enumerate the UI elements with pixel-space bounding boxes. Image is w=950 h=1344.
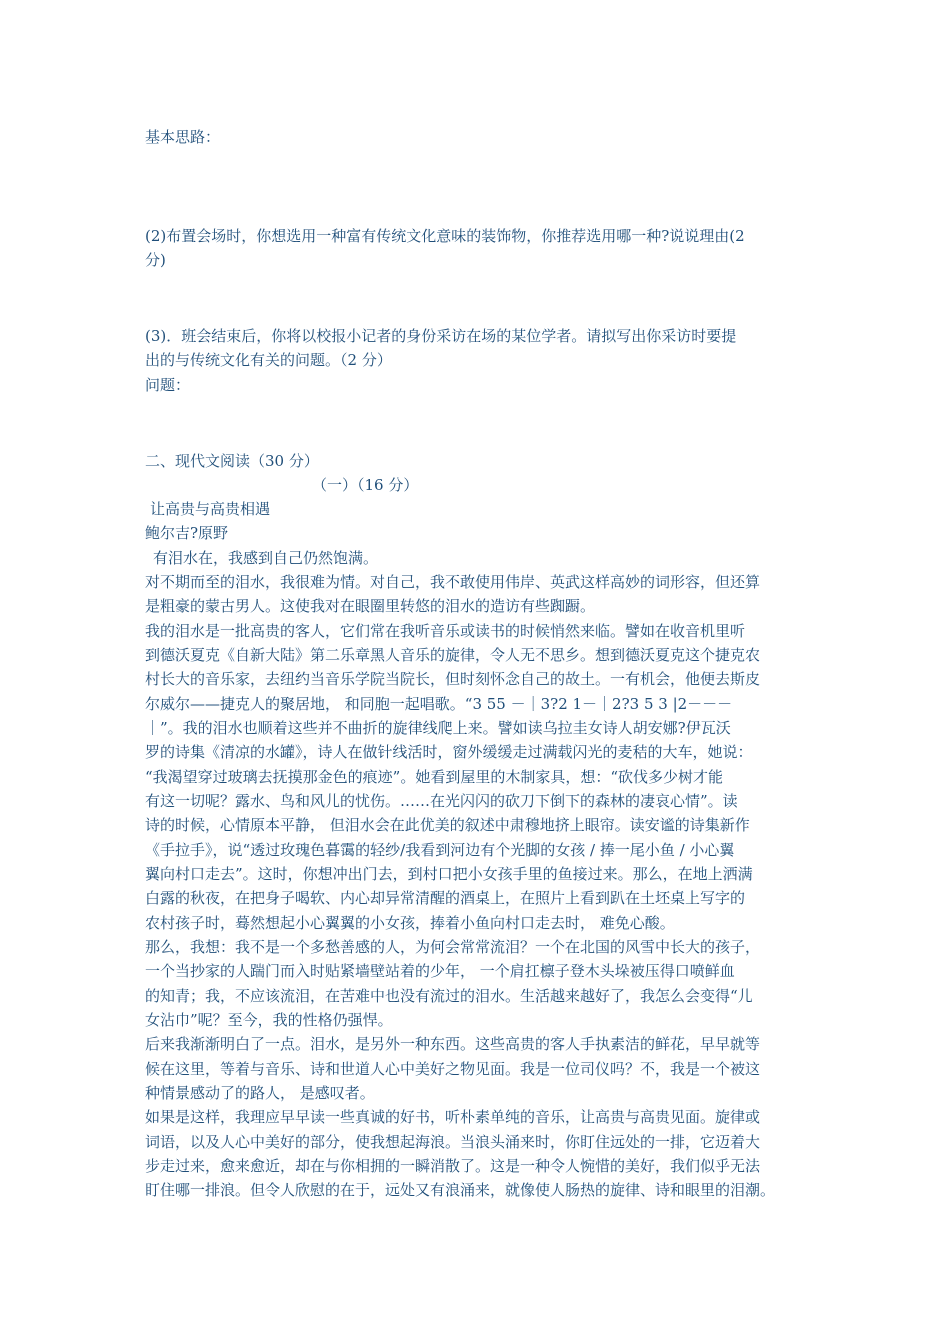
paragraph-line: 《手拉手》，说“透过玫瑰色暮霭的轻纱/我看到河边有个光脚的女孩 / 捧一尾小鱼 / 小心翼: [145, 841, 735, 859]
basic-approach-label: 基本思路：: [145, 128, 221, 146]
paragraph-line: 词语，以及人心中美好的部分，使我想起海浪。当浪头涌来时，你盯住远处的一排，它迈着大: [145, 1133, 761, 1151]
paragraph-line: 后来我渐渐明白了一点。泪水，是另外一种东西。这些高贵的客人手执素洁的鲜花，早早就等: [145, 1035, 761, 1053]
paragraph-line: 翼向村口走去”。这时，你想冲出门去，到村口把小女孩手里的鱼接过来。那么，在地上洒满: [145, 865, 753, 883]
paragraph-line: 种情景感动了的路人， 是感叹者。: [145, 1084, 375, 1102]
paragraph-line: 村长大的音乐家，去纽约当音乐学院当院长，但时刻怀念自己的故土。一有机会，他便去斯皮: [145, 670, 761, 688]
paragraph-line: ｜”。我的泪水也顺着这些并不曲折的旋律线爬上来。譬如读乌拉圭女诗人胡安娜?伊瓦沃: [145, 719, 731, 737]
paragraph-line: 罗的诗集《清凉的水罐》，诗人在做针线活时，窗外缓缓走过满载闪光的麦秸的大车，她说：: [145, 743, 753, 761]
paragraph-line: 盯住哪一排浪。但令人欣慰的在于，远处又有浪涌来，就像使人肠热的旋律、诗和眼里的泪潮。: [145, 1181, 776, 1199]
paragraph-line: 如果是这样，我理应早早读一些真诚的好书，听朴素单纯的音乐，让高贵与高贵见面。旋律或: [145, 1108, 761, 1126]
paragraph-line: 有这一切呢？露水、鸟和风儿的忧伤。……在光闪闪的砍刀下倒下的森林的凄哀心情”。读: [145, 792, 738, 810]
article-title: 让高贵与高贵相遇: [150, 500, 271, 518]
paragraph-line: 对不期而至的泪水，我很难为情。对自己，我不敢使用伟岸、英武这样高妙的词形容，但还算: [145, 573, 761, 591]
paragraph-line: 的知青；我，不应该流泪，在苦难中也没有流过的泪水。生活越来越好了，我怎么会变得“儿: [145, 987, 753, 1005]
paragraph-line: “我渴望穿过玻璃去抚摸那金色的痕迹”。她看到屋里的木制家具，想：“砍伐多少树才能: [145, 768, 724, 786]
paragraph-line: 我的泪水是一批高贵的客人，它们常在我听音乐或读书的时候悄然来临。譬如在收音机里听: [145, 622, 746, 640]
paragraph-line: 农村孩子时，蓦然想起小心翼翼的小女孩，捧着小鱼向村口走去时， 难免心酸。: [145, 914, 675, 932]
paragraph-line: 有泪水在，我感到自己仍然饱满。: [153, 549, 379, 567]
section-heading: 二、现代文阅读（30 分）: [145, 452, 319, 470]
paragraph-line: 一个当抄家的人踹门而入时贴紧墙壁站着的少年， 一个肩扛檩子登木头垛被压得口喷鲜血: [145, 962, 735, 980]
question-3-line-2: 出的与传统文化有关的问题。（2 分）: [145, 351, 392, 369]
question-label: 问题：: [145, 376, 191, 394]
question-2-line-2: 分): [145, 251, 166, 269]
paragraph-line: 到德沃夏克《自新大陆》第二乐章黑人音乐的旋律，令人无不思乡。想到德沃夏克这个捷克农: [145, 646, 761, 664]
paragraph-line: 尔威尔——捷克人的聚居地， 和同胞一起唱歌。“3 55 －｜3?2 1－｜2?3 5 3 |2－－－: [145, 695, 733, 713]
question-2-line-1: (2)布置会场时，你想选用一种富有传统文化意味的装饰物，你推荐选用哪一种?说说理由(2: [145, 227, 745, 245]
paragraph-line: 女沾巾”呢？至今，我的性格仍强悍。: [145, 1011, 393, 1029]
paragraph-line: 那么，我想：我不是一个多愁善感的人，为何会常常流泪？一个在北国的风雪中长大的孩子，: [145, 938, 761, 956]
article-author: 鲍尔吉?原野: [145, 524, 229, 542]
paragraph-line: 步走过来，愈来愈近，却在与你相拥的一瞬消散了。这是一种令人惋惜的美好，我们似乎无法: [145, 1157, 761, 1175]
paragraph-line: 是粗豪的蒙古男人。这使我对在眼圈里转悠的泪水的造访有些踟蹰。: [145, 597, 596, 615]
question-3-line-1: (3)．班会结束后，你将以校报小记者的身份采访在场的某位学者。请拟写出你采访时要提: [145, 327, 737, 345]
paragraph-line: 诗的时候，心情原本平静， 但泪水会在此优美的叙述中肃穆地挤上眼帘。读安谧的诗集新作: [145, 816, 750, 834]
subsection-heading: （一）（16 分）: [312, 476, 419, 494]
paragraph-line: 白露的秋夜，在把身子喝软、内心却异常清醒的酒桌上，在照片上看到趴在土坯桌上写字的: [145, 889, 746, 907]
paragraph-line: 候在这里，等着与音乐、诗和世道人心中美好之物见面。我是一位司仪吗？不，我是一个被这: [145, 1060, 761, 1078]
